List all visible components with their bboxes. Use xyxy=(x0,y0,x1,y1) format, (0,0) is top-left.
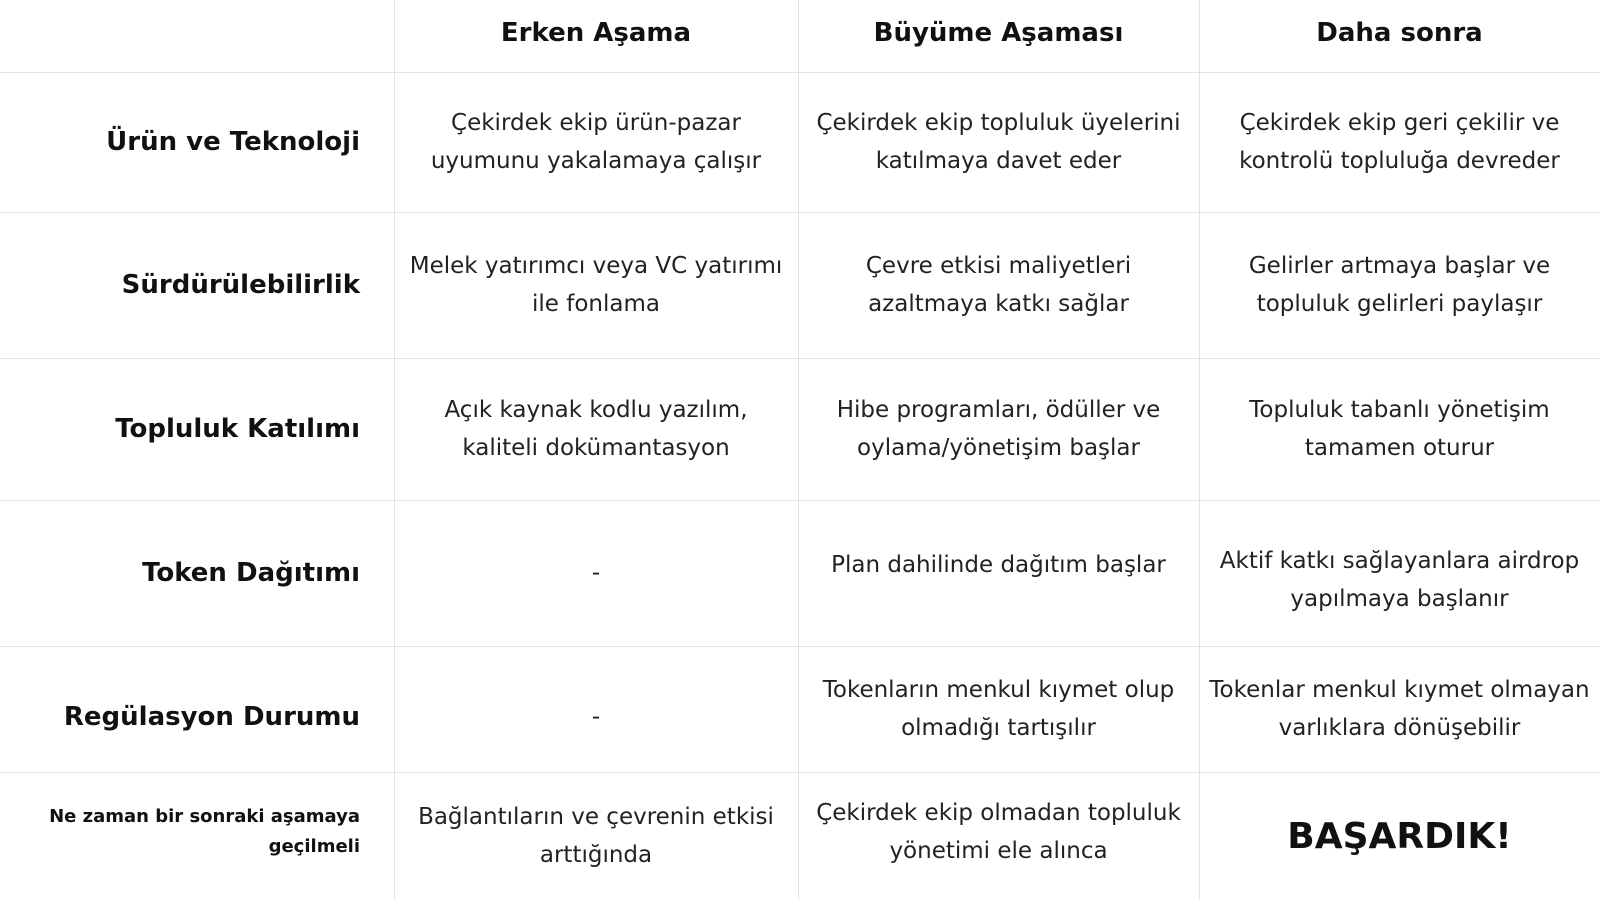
table-cell: Hibe programları, ödüller ve oylama/yönetişim başlar xyxy=(836,397,1161,461)
row-label-regulation-status: Regülasyon Durumu xyxy=(63,702,360,732)
row-label-next-stage-condition: Ne zaman bir sonraki aşamaya geçilmeli xyxy=(49,806,360,857)
table-cell: Gelirler artmaya başlar ve topluluk gelirleri paylaşır xyxy=(1248,253,1551,317)
table-cell: Açık kaynak kodlu yazılım, kaliteli dokümantasyon xyxy=(444,397,748,461)
table-cell: Çekirdek ekip ürün-pazar uyumunu yakalamaya çalışır xyxy=(430,110,762,174)
column-header-early-stage: Erken Aşama xyxy=(500,18,692,48)
table-cell: - xyxy=(591,704,601,730)
table-cell: Çekirdek ekip geri çekilir ve kontrolü topluluğa devreder xyxy=(1239,110,1560,174)
row-label-community-participation: Topluluk Katılımı xyxy=(115,414,360,444)
column-header-growth-stage: Büyüme Aşaması xyxy=(873,18,1124,48)
row-label-product-technology: Ürün ve Teknoloji xyxy=(106,127,360,157)
table-cell: Tokenların menkul kıymet olup olmadığı tartışılır xyxy=(822,677,1175,741)
table-cell: Çekirdek ekip olmadan topluluk yönetimi ele alınca xyxy=(816,800,1181,864)
table-cell: Plan dahilinde dağıtım başlar xyxy=(831,552,1166,578)
success-callout: BAŞARDIK! xyxy=(1287,815,1512,857)
table-cell: Çekirdek ekip topluluk üyelerini katılmaya davet eder xyxy=(816,110,1181,174)
table-cell: Tokenlar menkul kıymet olmayan varlıklara dönüşebilir xyxy=(1209,677,1590,741)
row-label-token-distribution: Token Dağıtımı xyxy=(142,558,360,588)
table-cell: Bağlantıların ve çevrenin etkisi arttığında xyxy=(418,804,774,868)
column-header-later-stage: Daha sonra xyxy=(1316,18,1483,48)
table-cell: - xyxy=(591,560,601,586)
table-cell: Melek yatırımcı veya VC yatırımı ile fonlama xyxy=(409,253,783,317)
table-cell: Aktif katkı sağlayanlara airdrop yapılmaya başlanır xyxy=(1219,548,1580,612)
table-cell: Çevre etkisi maliyetleri azaltmaya katkı sağlar xyxy=(865,253,1132,317)
row-label-sustainability: Sürdürülebilirlik xyxy=(121,270,360,300)
table-cell: Topluluk tabanlı yönetişim tamamen oturur xyxy=(1249,397,1550,461)
